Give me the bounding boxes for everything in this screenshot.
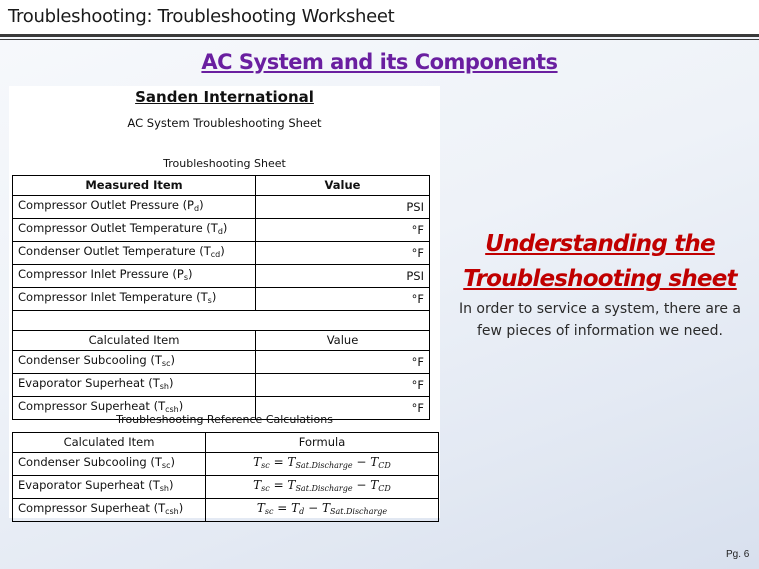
row-label: Compressor Outlet Temperature (T bbox=[18, 221, 218, 235]
row-label-close: ) bbox=[188, 267, 193, 281]
formula-a-sub: Sat.Discharge bbox=[295, 461, 353, 470]
heading-line-2: Troubleshooting sheet bbox=[463, 266, 737, 292]
row-label: Condenser Outlet Temperature (T bbox=[18, 244, 211, 258]
row-label-sub: cd bbox=[210, 250, 221, 259]
table-row bbox=[13, 242, 430, 265]
header-bar bbox=[0, 0, 759, 36]
table3-header-formula: Formula bbox=[206, 433, 439, 453]
formula-lhs-sub: sc bbox=[261, 484, 270, 493]
header-divider-thin bbox=[0, 39, 759, 40]
row-unit: °F bbox=[256, 242, 430, 265]
table-row bbox=[13, 219, 430, 242]
row-label: Evaporator Superheat (T bbox=[18, 478, 160, 492]
table-row bbox=[13, 453, 439, 476]
row-label-close: ) bbox=[170, 455, 175, 469]
table1-header-value: Value bbox=[256, 176, 430, 196]
formula-eq: = T bbox=[273, 501, 300, 515]
row-label-sub: sh bbox=[159, 382, 169, 391]
formula-lhs: T bbox=[256, 501, 265, 515]
formula-lhs: T bbox=[253, 455, 262, 469]
row-label-close: ) bbox=[211, 290, 217, 304]
row-label-sub: s bbox=[183, 273, 188, 282]
row-label-sub: csh bbox=[165, 405, 179, 414]
row-label: Compressor Superheat (T bbox=[18, 501, 166, 515]
table1-header-item: Measured Item bbox=[13, 176, 256, 196]
formula-b-sub: Sat.Discharge bbox=[329, 507, 388, 516]
row-label: Condenser Subcooling (T bbox=[18, 455, 162, 469]
table-row bbox=[13, 265, 430, 288]
formula-a-sub: d bbox=[299, 507, 305, 516]
row-unit: °F bbox=[256, 288, 430, 311]
understanding-heading bbox=[450, 227, 750, 297]
table-row bbox=[13, 476, 439, 499]
formula-lhs-sub: sc bbox=[261, 461, 270, 470]
formula-op: − T bbox=[304, 501, 330, 515]
row-label: Compressor Outlet Pressure (P bbox=[18, 198, 194, 212]
row-label-close: ) bbox=[220, 244, 225, 258]
table3-header-item: Calculated Item bbox=[13, 433, 206, 453]
table-row bbox=[13, 288, 430, 311]
table-row bbox=[13, 374, 430, 397]
row-label-close: ) bbox=[168, 478, 174, 492]
page-number: Pg. 6 bbox=[726, 549, 750, 560]
table3-caption: Troubleshooting Reference Calculations bbox=[116, 413, 333, 426]
formula-cell bbox=[206, 499, 439, 522]
row-unit: °F bbox=[256, 374, 430, 397]
row-label-close: ) bbox=[178, 399, 184, 413]
row-label: Compressor Inlet Temperature (T bbox=[18, 290, 208, 304]
row-label-sub: s bbox=[207, 296, 212, 305]
formula-a-sub: Sat.Discharge bbox=[295, 484, 353, 493]
row-unit: °F bbox=[256, 397, 430, 420]
table-spacer-row bbox=[13, 311, 430, 331]
table1-caption: Troubleshooting Sheet bbox=[163, 157, 286, 170]
table-row bbox=[13, 351, 430, 374]
header-title: Troubleshooting: Troubleshooting Worksheet bbox=[8, 6, 395, 27]
row-label-sub: d bbox=[194, 204, 200, 213]
company-name: Sanden International bbox=[135, 88, 314, 106]
formula-cell bbox=[206, 476, 439, 499]
row-label: Evaporator Superheat (T bbox=[18, 376, 160, 390]
row-unit: PSI bbox=[256, 265, 430, 288]
sheet-subtitle: AC System Troubleshooting Sheet bbox=[127, 116, 322, 130]
table-row bbox=[13, 196, 430, 219]
formula-b-sub: CD bbox=[378, 484, 391, 493]
row-label-sub: sc bbox=[161, 359, 171, 368]
formula-cell bbox=[206, 453, 439, 476]
row-label-close: ) bbox=[178, 501, 184, 515]
row-label: Compressor Superheat (T bbox=[18, 399, 166, 413]
table-row bbox=[13, 499, 439, 522]
formula-b-sub: CD bbox=[378, 461, 391, 470]
heading-line-1: Understanding the bbox=[485, 231, 715, 257]
row-label: Compressor Inlet Pressure (P bbox=[18, 267, 184, 281]
row-unit: °F bbox=[256, 351, 430, 374]
row-unit: °F bbox=[256, 219, 430, 242]
body-text: In order to service a system, there are a few pieces of information we need. bbox=[458, 301, 742, 339]
formula-eq: = T bbox=[269, 455, 296, 469]
formula-op: − T bbox=[352, 455, 379, 469]
formula-lhs-sub: sc bbox=[264, 507, 274, 516]
row-label-sub: sh bbox=[159, 484, 169, 493]
header-divider bbox=[0, 34, 759, 37]
troubleshooting-sheet-image bbox=[9, 86, 440, 518]
row-unit: PSI bbox=[256, 196, 430, 219]
row-label-close: ) bbox=[168, 376, 174, 390]
row-label-close: ) bbox=[222, 221, 228, 235]
measured-items-table bbox=[12, 175, 430, 420]
formula-lhs: T bbox=[253, 478, 262, 492]
formula-eq: = T bbox=[269, 478, 296, 492]
slide-title: AC System and its Components bbox=[201, 50, 558, 74]
row-label-sub: sc bbox=[161, 461, 171, 470]
row-label-close: ) bbox=[199, 198, 204, 212]
table2-header-item: Calculated Item bbox=[13, 331, 256, 351]
row-label-sub: d bbox=[217, 227, 223, 236]
table2-header-value: Value bbox=[256, 331, 430, 351]
row-label-sub: csh bbox=[165, 507, 179, 516]
row-label-close: ) bbox=[170, 353, 175, 367]
formula-op: − T bbox=[352, 478, 379, 492]
row-label: Condenser Subcooling (T bbox=[18, 353, 162, 367]
reference-calculations-table bbox=[12, 432, 439, 522]
